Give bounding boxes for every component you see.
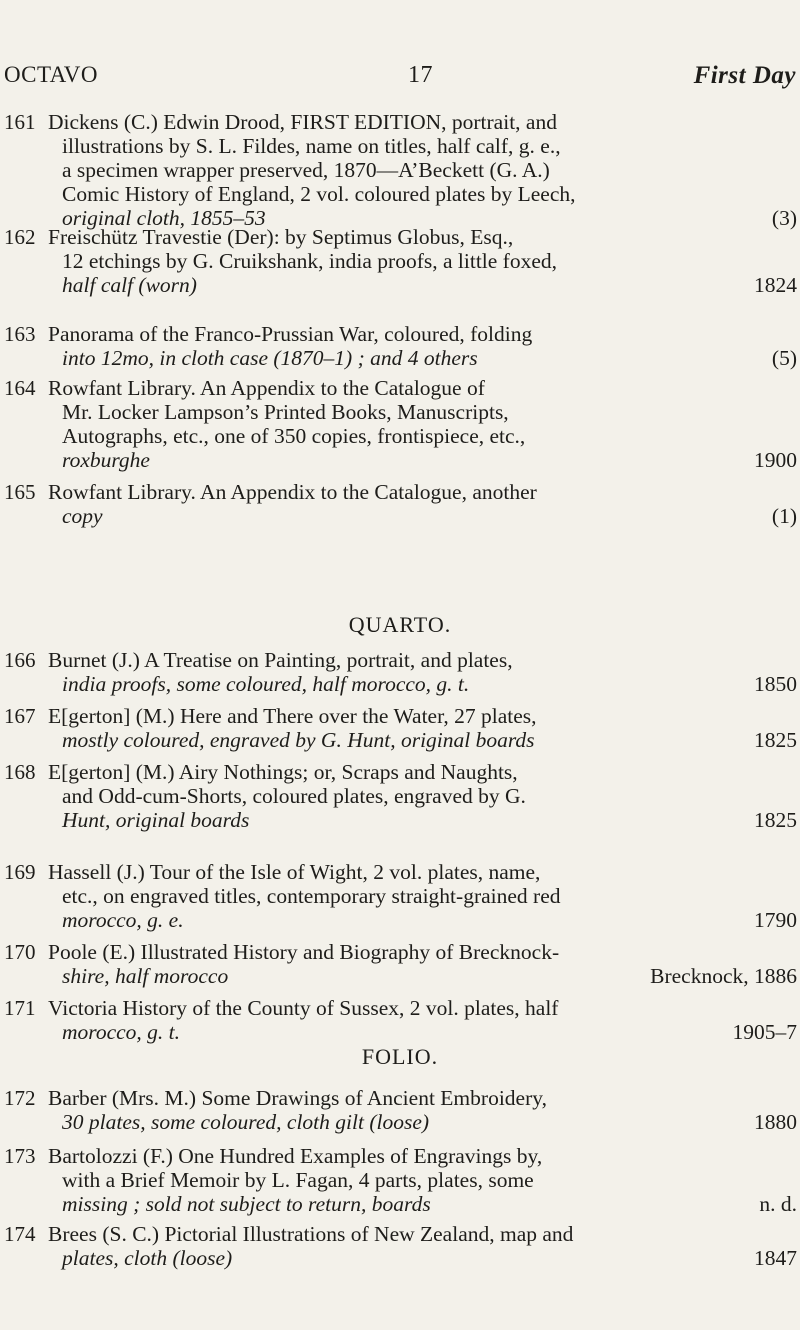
lot-date-or-count: 1790	[754, 908, 797, 932]
lot-number: 170	[4, 940, 36, 964]
description-line: Bartolozzi (F.) One Hundred Examples of Engravings by,	[48, 1144, 543, 1168]
description-last-line	[48, 346, 797, 370]
description-last-line	[48, 672, 797, 696]
description-line: Rowfant Library. An Appendix to the Catalogue, another	[48, 480, 537, 504]
description-line-text: missing ; sold not subject to return, boards	[62, 1192, 431, 1216]
description-line: E[gerton] (M.) Airy Nothings; or, Scraps and Naughts,	[48, 760, 518, 784]
description-line-text: Hunt, original boards	[62, 808, 250, 832]
lot-description	[48, 1086, 797, 1134]
lot-description	[48, 1222, 797, 1270]
description-line-text: 30 plates, some coloured, cloth gilt (loose)	[62, 1110, 430, 1134]
lot-date-or-count: (1)	[771, 504, 797, 528]
description-line: etc., on engraved titles, contemporary straight-grained red	[62, 884, 561, 908]
lot-date-or-count: 1824	[754, 273, 797, 297]
lot-number: 174	[4, 1222, 36, 1246]
header-format: OCTAVO	[4, 62, 99, 87]
lot-number: 168	[4, 760, 36, 784]
lot-description	[48, 996, 797, 1044]
description-last-line	[48, 1020, 797, 1044]
lot-number: 162	[4, 225, 36, 249]
description-line-text: morocco, g. e.	[62, 908, 184, 932]
description-last-line	[48, 964, 797, 988]
description-line: Barber (Mrs. M.) Some Drawings of Ancient Embroidery,	[48, 1086, 547, 1110]
description-line: Brees (S. C.) Pictorial Illustrations of New Zealand, map and	[48, 1222, 574, 1246]
lot-number: 164	[4, 376, 36, 400]
description-line-text: india proofs, some coloured, half morocco, g. t.	[62, 672, 470, 696]
lot-number: 173	[4, 1144, 36, 1168]
description-last-line	[48, 448, 797, 472]
lot-description	[48, 860, 797, 932]
lot-date-or-count: (5)	[771, 346, 797, 370]
lot-date-or-count: n. d.	[759, 1192, 797, 1216]
lot-number: 161	[4, 110, 36, 134]
lot-description	[48, 648, 797, 696]
description-line: illustrations by S. L. Fildes, name on titles, half calf, g. e.,	[62, 134, 561, 158]
description-last-line	[48, 1110, 797, 1134]
description-line-text: copy	[62, 504, 103, 528]
description-line: Hassell (J.) Tour of the Isle of Wight, 2 vol. plates, name,	[48, 860, 541, 884]
description-line-text: shire, half morocco	[62, 964, 229, 988]
description-line-text: original cloth, 1855–53	[62, 206, 266, 230]
description-line: and Odd-cum-Shorts, coloured plates, engraved by G.	[62, 784, 526, 808]
lot-number: 167	[4, 704, 36, 728]
lot-number: 165	[4, 480, 36, 504]
page-number: 17	[408, 62, 433, 88]
lot-date-or-count: (3)	[771, 206, 797, 230]
description-last-line	[48, 1192, 797, 1216]
description-line: Burnet (J.) A Treatise on Painting, portrait, and plates,	[48, 648, 513, 672]
lot-description	[48, 1144, 797, 1216]
description-line: Victoria History of the County of Sussex, 2 vol. plates, half	[48, 996, 559, 1020]
lot-date-or-count: 1847	[754, 1246, 797, 1270]
description-last-line	[48, 273, 797, 297]
description-line: Panorama of the Franco-Prussian War, coloured, folding	[48, 322, 533, 346]
description-line-text: plates, cloth (loose)	[62, 1246, 233, 1270]
description-line: Rowfant Library. An Appendix to the Catalogue of	[48, 376, 485, 400]
page-header	[4, 62, 796, 92]
description-line-text: mostly coloured, engraved by G. Hunt, original boards	[62, 728, 535, 752]
lot-date-or-count: 1880	[754, 1110, 797, 1134]
lot-description	[48, 110, 797, 230]
section-heading-quarto: QUARTO.	[348, 612, 452, 637]
lot-number: 171	[4, 996, 36, 1020]
lot-description	[48, 225, 797, 297]
lot-number: 172	[4, 1086, 36, 1110]
description-line: 12 etchings by G. Cruikshank, india proofs, a little foxed,	[62, 249, 558, 273]
description-line: Autographs, etc., one of 350 copies, frontispiece, etc.,	[62, 424, 526, 448]
description-line-text: into 12mo, in cloth case (1870–1) ; and 4 others	[62, 346, 478, 370]
description-line-text: half calf (worn)	[62, 273, 197, 297]
description-line: with a Brief Memoir by L. Fagan, 4 parts, plates, some	[62, 1168, 534, 1192]
description-last-line	[48, 808, 797, 832]
lot-number: 163	[4, 322, 36, 346]
lot-description	[48, 376, 797, 472]
lot-description	[48, 322, 797, 370]
description-line: a specimen wrapper preserved, 1870—A’Beckett (G. A.)	[62, 158, 550, 182]
lot-date-or-count: Brecknock, 1886	[650, 964, 797, 988]
description-last-line	[48, 908, 797, 932]
description-line-text: roxburghe	[62, 448, 150, 472]
description-line: Dickens (C.) Edwin Drood, FIRST EDITION, portrait, and	[48, 110, 557, 134]
lot-date-or-count: 1825	[754, 728, 797, 752]
lot-date-or-count: 1825	[754, 808, 797, 832]
lot-description	[48, 480, 797, 528]
description-line-text: morocco, g. t.	[62, 1020, 181, 1044]
description-line: Comic History of England, 2 vol. coloured plates by Leech,	[62, 182, 576, 206]
section-heading-folio: FOLIO.	[361, 1044, 439, 1069]
lot-description	[48, 940, 797, 988]
description-line: Poole (E.) Illustrated History and Biography of Brecknock-	[48, 940, 560, 964]
lot-description	[48, 704, 797, 752]
lot-date-or-count: 1900	[754, 448, 797, 472]
description-line: Mr. Locker Lampson’s Printed Books, Manuscripts,	[62, 400, 509, 424]
lot-description	[48, 760, 797, 832]
lot-date-or-count: 1905–7	[732, 1020, 797, 1044]
description-last-line	[48, 1246, 797, 1270]
lot-number: 166	[4, 648, 36, 672]
description-line: Freischütz Travestie (Der): by Septimus Globus, Esq.,	[48, 225, 514, 249]
lot-date-or-count: 1850	[754, 672, 797, 696]
lot-number: 169	[4, 860, 36, 884]
description-line: E[gerton] (M.) Here and There over the Water, 27 plates,	[48, 704, 537, 728]
description-last-line	[48, 728, 797, 752]
header-sale-day: First Day	[693, 62, 796, 89]
description-last-line	[48, 504, 797, 528]
